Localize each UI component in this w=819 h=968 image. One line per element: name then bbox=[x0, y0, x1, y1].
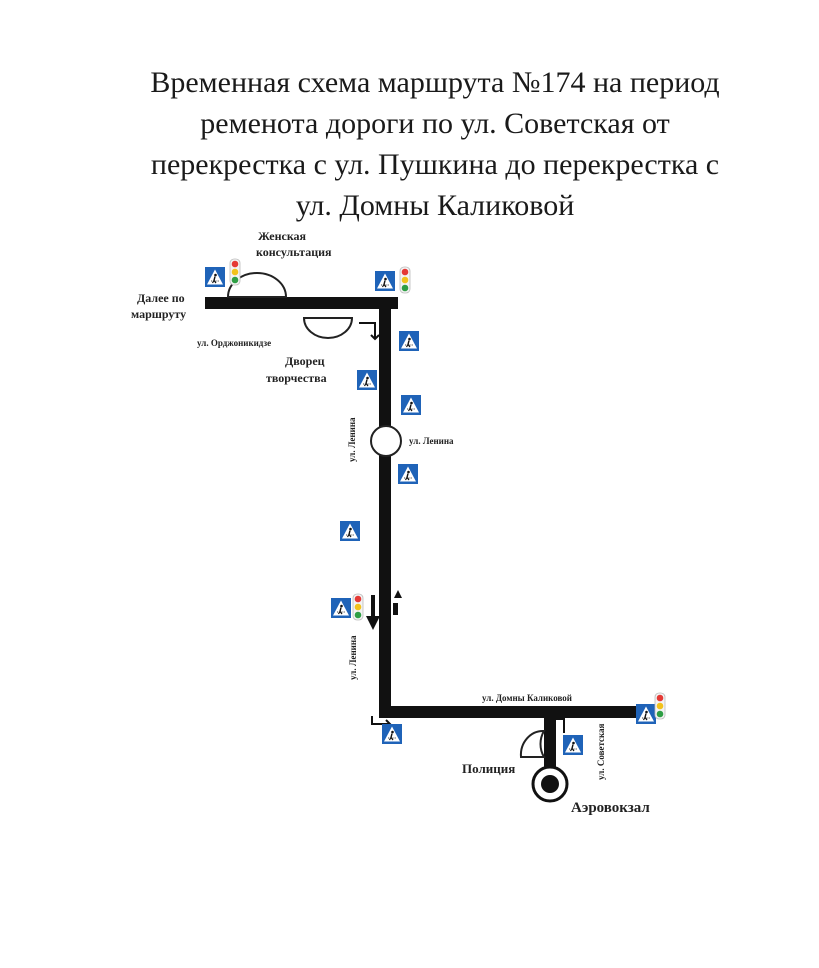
direction-arrow-icon bbox=[366, 595, 380, 630]
police-label: Полиция bbox=[462, 761, 516, 776]
title-line-3: перекрестка с ул. Пушкина до перекрестка с bbox=[150, 148, 720, 181]
traffic-light-icon bbox=[655, 693, 665, 719]
police-building bbox=[521, 731, 544, 757]
airport-label: Аэровокзал bbox=[571, 800, 650, 816]
sovetskaya-street-label: ул. Советская bbox=[596, 723, 606, 780]
further-route-label: маршруту bbox=[131, 307, 187, 321]
domny-street-label: ул. Домны Каликовой bbox=[482, 693, 572, 703]
crosswalk-sign-icon bbox=[399, 331, 419, 351]
crosswalk-sign-icon bbox=[357, 370, 377, 390]
palace-building bbox=[304, 318, 352, 338]
turn-arrow-icon bbox=[359, 323, 379, 339]
title-line-4: ул. Домны Каликовой bbox=[295, 189, 575, 222]
lenina-stop bbox=[371, 426, 401, 456]
further-route-label: Далее по bbox=[137, 291, 185, 305]
airport-terminal bbox=[533, 767, 567, 801]
traffic-light-icon bbox=[353, 594, 363, 620]
palace-label: Дворец bbox=[285, 354, 325, 368]
crosswalk-sign-icon bbox=[382, 724, 402, 744]
turn-arrow-icon bbox=[556, 719, 564, 733]
crosswalk-sign-icon bbox=[205, 267, 225, 287]
direction-arrow-icon bbox=[393, 590, 402, 615]
crosswalk-sign-icon bbox=[401, 395, 421, 415]
lenina-street-label: ул. Ленина bbox=[348, 635, 358, 680]
palace-label: творчества bbox=[266, 371, 327, 385]
women-clinic-label: Женская bbox=[258, 229, 307, 243]
crosswalk-sign-icon bbox=[331, 598, 351, 618]
ordzhonikidze-street-label: ул. Орджоникидзе bbox=[197, 338, 272, 348]
lenina-stop-label: ул. Ленина bbox=[409, 436, 454, 446]
title-line-2: ременота дороги по ул. Советская от bbox=[200, 107, 670, 140]
crosswalk-sign-icon bbox=[340, 521, 360, 541]
traffic-light-icon bbox=[230, 259, 240, 285]
crosswalk-sign-icon bbox=[636, 704, 656, 724]
crosswalk-sign-icon bbox=[398, 464, 418, 484]
lenina-street-label: ул. Ленина bbox=[347, 417, 357, 462]
crosswalk-sign-icon bbox=[563, 735, 583, 755]
title-line-1: Временная схема маршрута №174 на период bbox=[150, 66, 720, 99]
crosswalk-sign-icon bbox=[375, 271, 395, 291]
traffic-light-icon bbox=[400, 267, 410, 293]
women-clinic-label: консультация bbox=[256, 245, 332, 259]
